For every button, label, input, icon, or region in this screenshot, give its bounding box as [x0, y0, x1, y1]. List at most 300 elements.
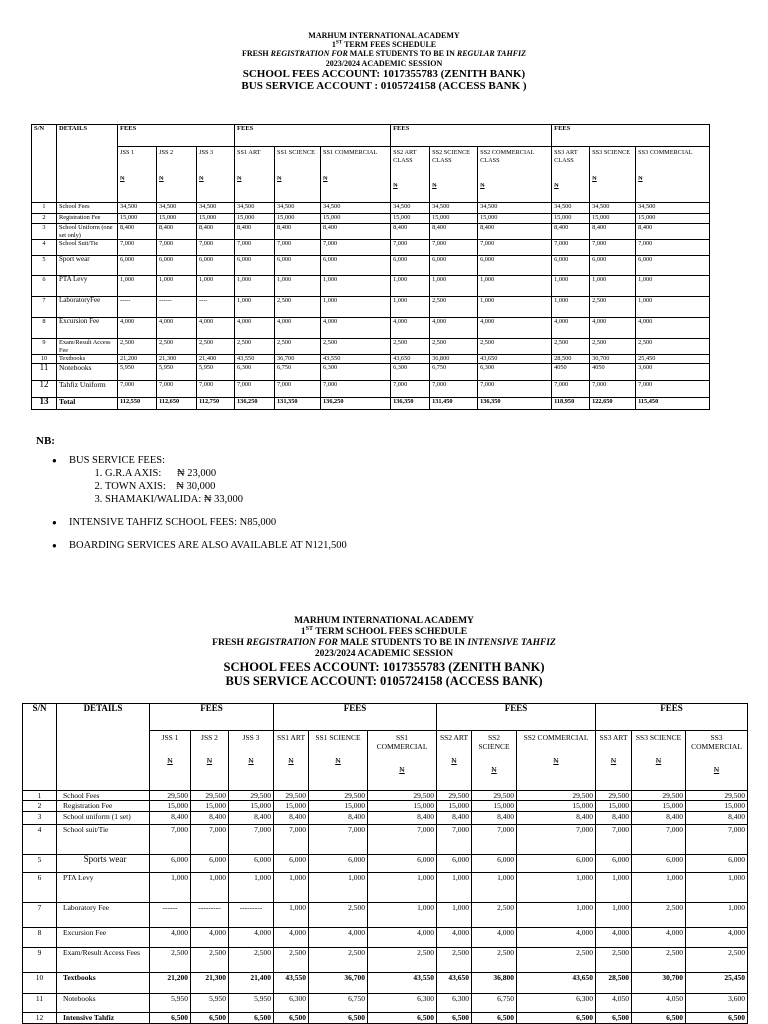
t2-row-value: 1,000	[517, 873, 596, 903]
t1-row-sn: 4	[32, 240, 57, 256]
doc2-bus-account: BUS SERVICE ACCOUNT: 0105724158 (ACCESS BANK)	[225, 674, 543, 689]
t1-currency-symbol: ₦	[592, 174, 597, 182]
t2-row-sn: 2	[23, 801, 57, 812]
t2-table-row	[23, 994, 748, 1013]
t1-row-value: 8,400	[590, 224, 636, 240]
t2-row-value: 2,500	[517, 948, 596, 973]
t1-row-value: 4,000	[552, 318, 590, 339]
bus-service-title: BUS SERVICE FEES:	[69, 455, 166, 466]
t2-row-value: 5,950	[150, 994, 191, 1013]
t1-row-value: 2,500	[197, 339, 235, 355]
t1-row-value: 15,000	[636, 214, 710, 224]
t2-row-value: 7,000	[686, 825, 748, 855]
t1-class-label: SS2 COMMERCIAL CLASS	[480, 149, 535, 164]
t2-row-value: 8,400	[437, 812, 472, 825]
t1-class-label: SS2 SCIENCE CLASS	[432, 149, 471, 164]
doc1-fees-header-ss1: FEES	[235, 125, 391, 147]
t1-class-label: JSS 2	[159, 149, 174, 156]
t2-class-header	[632, 731, 686, 791]
t1-row-value: 8,400	[235, 224, 275, 240]
t2-row-value: 6,000	[437, 855, 472, 873]
t2-row-value: 21,400	[229, 973, 274, 994]
t2-row-value: 6,500	[229, 1013, 274, 1024]
t1-row-value: 7,000	[590, 381, 636, 398]
t1-row-value: 7,000	[157, 240, 197, 256]
t2-row-value: 6,300	[274, 994, 309, 1013]
t1-table-row	[32, 381, 710, 398]
t2-row-value: 1,000	[368, 903, 437, 928]
doc1-bus-account: BUS SERVICE ACCOUNT : 0105724158 (ACCESS BANK )	[241, 80, 527, 93]
t1-table-row	[32, 355, 710, 364]
t2-class-label: SS2 ART	[439, 733, 469, 742]
t2-row-value: 4,000	[368, 928, 437, 948]
t1-class-label: SS3 SCIENCE	[592, 149, 631, 156]
t2-currency-symbol: ₦	[610, 756, 617, 766]
t2-row-value: 4,000	[150, 928, 191, 948]
t2-row-detail: Intensive Tahfiz	[57, 1013, 150, 1024]
t2-row-value: 15,000	[368, 801, 437, 812]
t1-currency-symbol: ₦	[638, 174, 643, 182]
t2-row-detail: Excursion Fee	[57, 928, 150, 948]
boarding-note: ● BOARDING SERVICES ARE ALSO AVAILABLE AT N121,500	[52, 539, 347, 552]
t2-row-value: 1,000	[437, 903, 472, 928]
t1-class-label: SS1 ART	[237, 149, 261, 156]
t1-row-value: 6,300	[478, 364, 552, 381]
t1-row-value: 6,000	[430, 256, 478, 276]
t1-row-value: 136,350	[391, 398, 430, 410]
t2-row-value: 4,000	[191, 928, 229, 948]
t2-row-value: 6,300	[368, 994, 437, 1013]
t1-row-value: 6,000	[636, 256, 710, 276]
t1-row-value: 7,000	[478, 240, 552, 256]
t2-table-row	[23, 812, 748, 825]
t2-row-value: 2,500	[150, 948, 191, 973]
t1-row-value: 25,450	[636, 355, 710, 364]
t2-row-value: 1,000	[191, 873, 229, 903]
t2-row-value: 29,500	[686, 791, 748, 801]
t2-row-value: 8,400	[632, 812, 686, 825]
t2-row-value: 8,400	[596, 812, 632, 825]
t1-row-value: 136,350	[478, 398, 552, 410]
t2-row-value: 29,500	[632, 791, 686, 801]
t1-row-value: 30,700	[590, 355, 636, 364]
t1-row-value: 4,000	[430, 318, 478, 339]
t1-row-value: 2,500	[430, 297, 478, 318]
t1-row-sn: 10	[32, 355, 57, 364]
t1-row-value: 6,750	[275, 364, 321, 381]
t1-row-value: 7,000	[321, 240, 391, 256]
t2-row-sn: 10	[23, 973, 57, 994]
t1-class-header	[430, 147, 478, 203]
t1-row-value: 4,000	[235, 318, 275, 339]
t1-class-label: SS3 ART CLASS	[554, 149, 578, 164]
t1-row-value: 1,000	[478, 297, 552, 318]
t1-row-value: 34,500	[321, 203, 391, 214]
t2-row-value: 8,400	[229, 812, 274, 825]
doc2-header	[0, 616, 768, 688]
t2-row-sn: 1	[23, 791, 57, 801]
doc2-fees-header-ss1: FEES	[274, 704, 437, 731]
t2-row-value: 6,500	[632, 1013, 686, 1024]
t2-class-header	[150, 731, 191, 791]
t1-row-value: 43,550	[321, 355, 391, 364]
t2-row-value: 6,500	[472, 1013, 517, 1024]
t1-row-value: 1,000	[275, 276, 321, 297]
t1-currency-symbol: ₦	[277, 174, 282, 182]
bus-service-note	[52, 454, 347, 506]
t1-row-value: 7,000	[391, 240, 430, 256]
t2-row-value: 6,000	[229, 855, 274, 873]
t1-row-value: 1,000	[321, 276, 391, 297]
t2-row-value: 7,000	[309, 825, 368, 855]
t2-currency-symbol: ₦	[206, 756, 213, 766]
doc1-registration-line: FRESH REGISTRATION FOR MALE STUDENTS TO BE IN REGULAR TAHFIZ	[241, 49, 526, 59]
t2-class-header	[472, 731, 517, 791]
t2-row-value: 2,500	[632, 903, 686, 928]
t2-row-value: 1,000	[517, 903, 596, 928]
t1-row-value: 7,000	[235, 240, 275, 256]
t2-row-value: 8,400	[472, 812, 517, 825]
t1-row-value: 7,000	[636, 240, 710, 256]
t2-row-value: 7,000	[150, 825, 191, 855]
t2-class-header	[596, 731, 632, 791]
t2-row-value: 2,500	[596, 948, 632, 973]
t1-row-value: 43,650	[478, 355, 552, 364]
t1-row-value: 21,300	[157, 355, 197, 364]
t2-row-value: 15,000	[632, 801, 686, 812]
t1-row-detail: School Suit/Tie	[57, 240, 118, 256]
t1-row-value: 8,400	[636, 224, 710, 240]
t2-row-value: 36,800	[472, 973, 517, 994]
t2-row-value: 29,500	[472, 791, 517, 801]
t1-currency-symbol: ₦	[432, 182, 437, 190]
nb-label: NB:	[36, 435, 55, 447]
t1-currency-symbol: ₦	[237, 174, 242, 182]
t2-row-value: 8,400	[309, 812, 368, 825]
t1-row-value: 1,000	[118, 276, 157, 297]
doc2-term-title: 1ST TERM SCHOOL FEES SCHEDULE	[300, 625, 468, 637]
t1-class-header	[590, 147, 636, 203]
t1-row-value: 6,000	[275, 256, 321, 276]
t2-row-value: 29,500	[368, 791, 437, 801]
t2-row-value: 15,000	[150, 801, 191, 812]
t2-row-value: 7,000	[368, 825, 437, 855]
t2-row-value: 1,000	[274, 903, 309, 928]
t1-class-header	[478, 147, 552, 203]
t2-class-label: SS1 COMMERCIAL	[376, 733, 428, 752]
t2-class-label: SS3 ART	[599, 733, 628, 742]
t1-row-detail: School Uniform (one set only)	[57, 224, 118, 240]
t1-row-sn: 8	[32, 318, 57, 339]
t2-row-value: 25,450	[686, 973, 748, 994]
t2-row-value: 15,000	[309, 801, 368, 812]
t2-class-label: SS3 SCIENCE	[635, 733, 682, 742]
doc1-school-name: MARHUM INTERNATIONAL ACADEMY	[308, 31, 460, 40]
t1-table-row	[32, 297, 710, 318]
t2-row-value: 5,950	[229, 994, 274, 1013]
t1-row-value: 2,500	[275, 339, 321, 355]
t1-table-row	[32, 256, 710, 276]
t2-row-value: 4,000	[229, 928, 274, 948]
t1-row-sn: 1	[32, 203, 57, 214]
t1-table-row	[32, 276, 710, 297]
t2-row-value: 15,000	[437, 801, 472, 812]
t2-row-value: 4,000	[596, 928, 632, 948]
t1-row-value: 34,500	[235, 203, 275, 214]
t1-row-value: 2,500	[235, 339, 275, 355]
t1-row-value: 15,000	[391, 214, 430, 224]
t1-row-value: 2,500	[552, 339, 590, 355]
bus-axis-shamaki: 3. SHAMAKI/WALIDA: ₦ 33,000	[105, 493, 347, 506]
t2-row-value: 1,000	[686, 873, 748, 903]
t2-row-value: 4,000	[437, 928, 472, 948]
t2-row-value: 4,000	[274, 928, 309, 948]
t2-row-value: 6,300	[517, 994, 596, 1013]
t1-row-value: 1,000	[235, 297, 275, 318]
t1-row-value: ----	[197, 297, 235, 318]
t2-class-label: SS2 COMMERCIAL	[523, 733, 589, 742]
t1-row-value: 136,250	[235, 398, 275, 410]
t1-row-value: 34,500	[636, 203, 710, 214]
t2-row-value: 4,050	[596, 994, 632, 1013]
doc1-term-title: 1ST TERM FEES SCHEDULE	[331, 39, 437, 50]
t2-table-row	[23, 801, 748, 812]
t1-row-value: 131,350	[275, 398, 321, 410]
t1-row-value: 2,500	[321, 339, 391, 355]
t2-row-value: 8,400	[517, 812, 596, 825]
t1-row-value: 6,000	[590, 256, 636, 276]
t1-row-value: 34,500	[275, 203, 321, 214]
t1-row-value: 112,750	[197, 398, 235, 410]
t2-row-value: 1,000	[150, 873, 191, 903]
t1-row-value: 2,500	[157, 339, 197, 355]
t1-row-value: 6,300	[235, 364, 275, 381]
t1-row-detail: Registration Fee	[57, 214, 118, 224]
t1-row-value: 4,000	[391, 318, 430, 339]
t2-class-header	[437, 731, 472, 791]
t1-row-value: 7,000	[391, 381, 430, 398]
t2-row-value: 6,500	[517, 1013, 596, 1024]
t2-row-sn: 6	[23, 873, 57, 903]
t1-table-row	[32, 339, 710, 355]
t1-row-value: 4,000	[590, 318, 636, 339]
t2-row-value: 1,000	[437, 873, 472, 903]
t2-row-value: 2,500	[229, 948, 274, 973]
t2-currency-symbol: ₦	[248, 756, 254, 766]
t1-row-sn: 3	[32, 224, 57, 240]
t2-row-value: 21,200	[150, 973, 191, 994]
t2-row-sn: 7	[23, 903, 57, 928]
t1-row-value: 2,500	[478, 339, 552, 355]
t2-row-value: 1,000	[596, 873, 632, 903]
t1-row-detail: Notebooks	[57, 364, 118, 381]
t2-row-value: 43,550	[274, 973, 309, 994]
t2-row-value: 15,000	[274, 801, 309, 812]
t1-class-label: JSS 1	[120, 149, 135, 156]
t2-row-detail: Exam/Result Access Fees	[57, 948, 150, 973]
t1-row-detail: School Fees	[57, 203, 118, 214]
t1-row-value: 7,000	[275, 381, 321, 398]
doc2-details-header: DETAILS	[57, 704, 150, 791]
t1-row-value: 8,400	[118, 224, 157, 240]
doc1-header	[0, 31, 768, 93]
t2-row-value: 15,000	[596, 801, 632, 812]
t1-row-value: 112,550	[118, 398, 157, 410]
t1-row-value: 1,000	[636, 276, 710, 297]
t1-row-value: 2,500	[275, 297, 321, 318]
doc2-school-account: SCHOOL FEES ACCOUNT: 1017355783 (ZENITH BANK)	[223, 659, 545, 674]
t2-row-value: 29,500	[309, 791, 368, 801]
t2-table-row	[23, 948, 748, 973]
t2-currency-symbol: ₦	[451, 756, 457, 766]
t1-class-header	[321, 147, 391, 203]
t1-class-header	[275, 147, 321, 203]
t2-row-value: 4,000	[309, 928, 368, 948]
t2-class-label: SS2 SCIENCE	[478, 733, 510, 752]
t2-row-value: 2,500	[309, 948, 368, 973]
t1-row-sn: 12	[32, 381, 57, 398]
t1-row-value: 1,000	[478, 276, 552, 297]
t2-row-sn: 3	[23, 812, 57, 825]
t1-table-row	[32, 203, 710, 214]
doc2-sn-header: S/N	[23, 704, 57, 791]
t2-currency-symbol: ₦	[399, 765, 405, 775]
t1-currency-symbol: ₦	[554, 182, 559, 190]
doc1-session: 2023/2024 ACADEMIC SESSION	[325, 58, 443, 68]
t1-row-value: 15,000	[552, 214, 590, 224]
intensive-tahfiz-note: ● INTENSIVE TAHFIZ SCHOOL FEES: N85,000	[52, 516, 347, 529]
t2-row-value: 15,000	[191, 801, 229, 812]
bus-axis-town: 2. TOWN AXIS: ₦ 30,000	[105, 480, 347, 493]
t2-class-label: SS1 SCIENCE	[315, 733, 361, 742]
t1-row-value: 4,000	[321, 318, 391, 339]
t1-row-value: 34,500	[118, 203, 157, 214]
t1-row-value: 7,000	[590, 240, 636, 256]
t1-currency-symbol: ₦	[199, 174, 204, 182]
t1-row-value: 1,000	[391, 276, 430, 297]
t2-row-value: 6,500	[150, 1013, 191, 1024]
t1-row-value: 118,950	[552, 398, 590, 410]
t1-row-value: -----	[118, 297, 157, 318]
t2-row-value: 29,500	[596, 791, 632, 801]
t2-row-value: 4,000	[686, 928, 748, 948]
t2-row-sn: 9	[23, 948, 57, 973]
t1-row-value: 6,000	[235, 256, 275, 276]
t2-class-label: JSS 3	[242, 733, 260, 742]
t1-row-value: ------	[157, 297, 197, 318]
t1-table-row	[32, 224, 710, 240]
doc1-fees-header-ss3: FEES	[552, 125, 710, 147]
t1-row-value: 4,000	[197, 318, 235, 339]
t2-row-sn: 4	[23, 825, 57, 855]
t2-row-value: ---------	[229, 903, 274, 928]
doc1-fees-header-jss: FEES	[118, 125, 235, 147]
t1-row-value: 21,400	[197, 355, 235, 364]
t2-row-value: 1,000	[632, 873, 686, 903]
t2-row-value: 6,300	[437, 994, 472, 1013]
t2-class-header	[368, 731, 437, 791]
t1-row-value: 8,400	[430, 224, 478, 240]
t2-row-value: 43,650	[437, 973, 472, 994]
t1-currency-symbol: ₦	[480, 182, 485, 190]
t1-row-sn: 5	[32, 256, 57, 276]
t2-row-value: 6,500	[191, 1013, 229, 1024]
t1-row-value: 7,000	[321, 381, 391, 398]
t2-row-value: 2,500	[632, 948, 686, 973]
t1-row-value: 8,400	[197, 224, 235, 240]
doc2-fees-table	[22, 703, 748, 1024]
t2-row-sn: 8	[23, 928, 57, 948]
t2-row-value: 4,000	[632, 928, 686, 948]
t2-row-value: 3,600	[686, 994, 748, 1013]
t2-table-row	[23, 855, 748, 873]
t1-row-value: 5,950	[118, 364, 157, 381]
t1-table-row	[32, 214, 710, 224]
t2-row-value: 1,000	[596, 903, 632, 928]
t2-row-value: 6,000	[596, 855, 632, 873]
t1-row-value: 15,000	[430, 214, 478, 224]
t2-row-value: 15,000	[686, 801, 748, 812]
t2-table-row	[23, 825, 748, 855]
t1-class-label: SS3 COMMERCIAL	[638, 149, 693, 156]
t1-row-detail: Sport wear	[57, 256, 118, 276]
t1-row-value: 5,950	[197, 364, 235, 381]
t2-row-value: 2,500	[472, 903, 517, 928]
t1-row-value: 7,000	[275, 240, 321, 256]
t1-currency-symbol: ₦	[393, 182, 398, 190]
t1-row-value: 7,000	[118, 381, 157, 398]
t1-row-value: 112,650	[157, 398, 197, 410]
t1-row-value: 6,000	[157, 256, 197, 276]
t2-row-value: 8,400	[191, 812, 229, 825]
t1-row-value: 7,000	[430, 240, 478, 256]
t2-row-value: 15,000	[517, 801, 596, 812]
t2-class-label: JSS 1	[161, 733, 179, 742]
t1-row-value: 7,000	[552, 240, 590, 256]
t2-row-value: 7,000	[472, 825, 517, 855]
t1-row-value: 122,650	[590, 398, 636, 410]
t2-class-header	[686, 731, 748, 791]
t1-row-value: 15,000	[478, 214, 552, 224]
t1-row-value: 8,400	[391, 224, 430, 240]
t1-row-value: 115,450	[636, 398, 710, 410]
t1-row-value: 1,000	[321, 297, 391, 318]
t1-class-label: SS1 SCIENCE	[277, 149, 315, 156]
t2-table-row	[23, 791, 748, 801]
t2-row-value: 6,750	[472, 994, 517, 1013]
t1-row-value: 21,200	[118, 355, 157, 364]
t2-row-value: 1,000	[309, 873, 368, 903]
t2-row-value: 1,000	[229, 873, 274, 903]
t2-row-sn: 5	[23, 855, 57, 873]
t2-row-value: 7,000	[191, 825, 229, 855]
t1-table-row	[32, 240, 710, 256]
t2-row-value: 6,750	[309, 994, 368, 1013]
t1-row-sn: 7	[32, 297, 57, 318]
t1-row-value: 6,000	[391, 256, 430, 276]
t2-class-header	[274, 731, 309, 791]
t1-row-value: 15,000	[197, 214, 235, 224]
t1-row-value: 2,500	[590, 297, 636, 318]
t2-row-value: 7,000	[229, 825, 274, 855]
t2-class-label: SS1 ART	[276, 733, 306, 742]
t1-row-value: 7,000	[157, 381, 197, 398]
t1-row-value: 1,000	[235, 276, 275, 297]
t1-row-value: 7,000	[118, 240, 157, 256]
t1-class-header	[391, 147, 430, 203]
t1-row-detail: LaboratoryFee	[57, 297, 118, 318]
t2-row-value: 6,500	[686, 1013, 748, 1024]
